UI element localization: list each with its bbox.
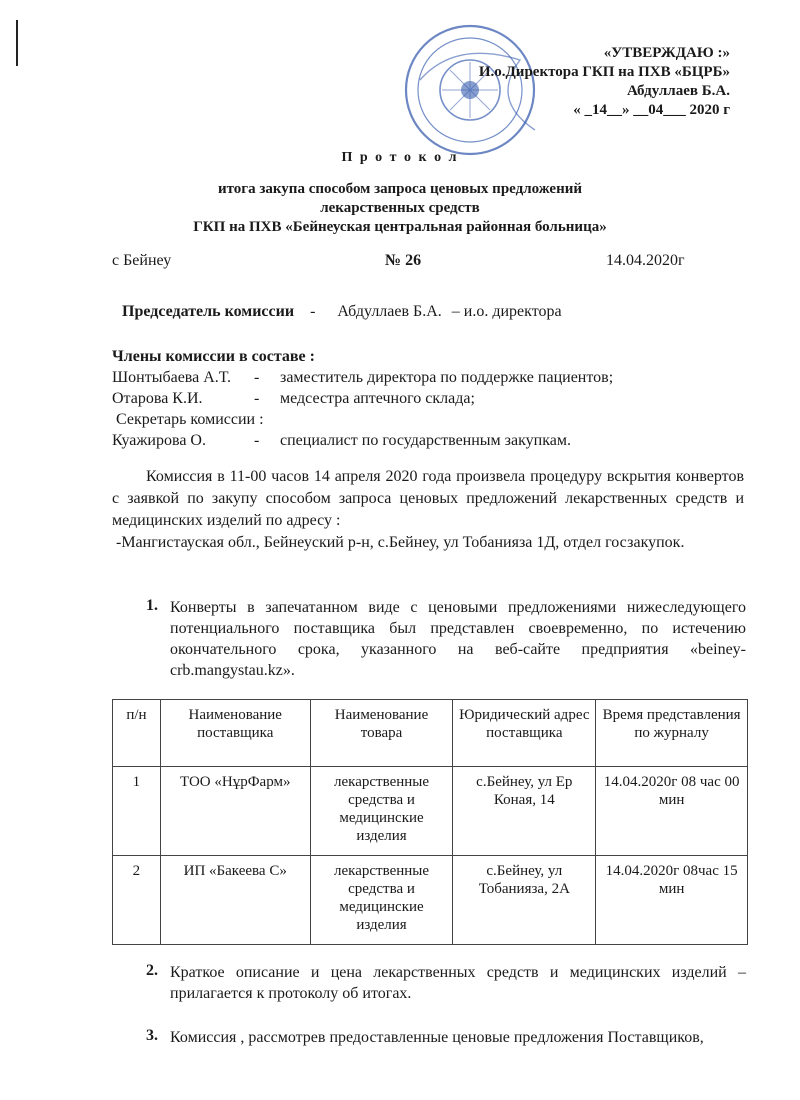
member-role: заместитель директора по поддержке пациентов; [280, 369, 614, 386]
member-dash: - [254, 390, 260, 407]
member-row [112, 390, 475, 408]
subtitle-line-2: лекарственных средств [320, 200, 480, 216]
protocol-subtitle [0, 180, 800, 237]
approval-position: И.о.Директора ГКП на ПХВ «БЦРБ» [478, 64, 730, 80]
item-number: 2. [146, 962, 158, 979]
list-item [146, 962, 746, 1004]
table-row [113, 767, 748, 856]
header-cell: п/н [113, 700, 161, 767]
table-row [113, 856, 748, 945]
item-text: Конверты в запечатанном виде с ценовыми предложениями нижеследующего потенциального поставщика был представлен своевременно, по истечению окончательного срока, указанного на веб-сайте предприятия «beiney-crb.mangystau.kz». [170, 599, 746, 679]
member-name: Отарова К.И. [112, 390, 203, 407]
approval-date: « _14__» __04___ 2020 г [573, 102, 730, 118]
table-cell: с.Бейнеу, ул Ер Коная, 14 [453, 767, 596, 856]
chair-name: Абдуллаев Б.А. [337, 303, 442, 320]
approval-name: Абдуллаев Б.А. [626, 83, 730, 99]
member-dash: - [254, 369, 260, 386]
chair-dash: - [310, 303, 316, 320]
item-number: 1. [146, 597, 158, 614]
member-row [112, 369, 613, 387]
protocol-title: П р о т о к о л [341, 150, 459, 165]
margin-mark [16, 20, 18, 66]
intro-paragraph: Комиссия в 11-00 часов 14 апреля 2020 года произвела процедуру вскрытия конвертов с заявкой по закупу способом запроса ценовых предложений лекарственных средств и медицинских изделий по адресу : [112, 468, 744, 529]
table-cell: 14.04.2020г 08 час 00 мин [596, 767, 748, 856]
header-cell: Наименование товара [310, 700, 453, 767]
member-name: Шонтыбаева А.Т. [112, 369, 231, 386]
secretary-role: специалист по государственным закупкам. [280, 432, 571, 449]
header-cell: Наименование поставщика [160, 700, 310, 767]
members-heading: Члены комиссии в составе : [112, 348, 315, 365]
table-header-row [113, 700, 748, 767]
protocol-date: 14.04.2020г [606, 252, 685, 269]
secretary-row [112, 432, 571, 450]
table-cell: 2 [113, 856, 161, 945]
table-cell: 1 [113, 767, 161, 856]
secretary-label: Секретарь комиссии : [116, 411, 264, 428]
member-role: медсестра аптечного склада; [280, 390, 475, 407]
chair-role: – и.о. директора [451, 303, 562, 320]
chair-line [122, 303, 562, 321]
list-item [146, 597, 746, 681]
table-cell: лекарственные средства и медицинские изделия [310, 767, 453, 856]
table-cell: с.Бейнеу, ул Тобанияза, 2А [453, 856, 596, 945]
subtitle-line-1: итога закупа способом запроса ценовых предложений [217, 181, 583, 197]
table-cell: ТОО «НұрФарм» [160, 767, 310, 856]
suppliers-table [112, 699, 748, 945]
protocol-number: № 26 [385, 252, 422, 269]
secretary-name: Куажирова О. [112, 432, 206, 449]
address-paragraph: -Мангистауская обл., Бейнеуский р-н, с.Бейнеу, ул Тобанияза 1Д, отдел госзакупок. [116, 534, 685, 551]
subtitle-line-3: ГКП на ПХВ «Бейнеуская центральная районная больница» [193, 219, 607, 235]
secretary-dash: - [254, 432, 260, 449]
approval-title: «УТВЕРЖДАЮ :» [603, 45, 730, 61]
approval-block [479, 44, 730, 120]
chair-label: Председатель комиссии [122, 303, 295, 320]
header-cell: Время представления по журналу [596, 700, 748, 767]
header-cell: Юридический адрес поставщика [453, 700, 596, 767]
table-cell: ИП «Бакеева С» [160, 856, 310, 945]
table-cell: 14.04.2020г 08час 15 мин [596, 856, 748, 945]
item-text: Краткое описание и цена лекарственных средств и медицинских изделий – прилагается к протоколу об итогах. [170, 964, 746, 1002]
list-item [146, 1027, 746, 1048]
place: с Бейнеу [112, 252, 172, 269]
table-cell: лекарственные средства и медицинские изделия [310, 856, 453, 945]
item-text: Комиссия , рассмотрев предоставленные ценовые предложения Поставщиков, [170, 1029, 704, 1046]
item-number: 3. [146, 1027, 158, 1044]
